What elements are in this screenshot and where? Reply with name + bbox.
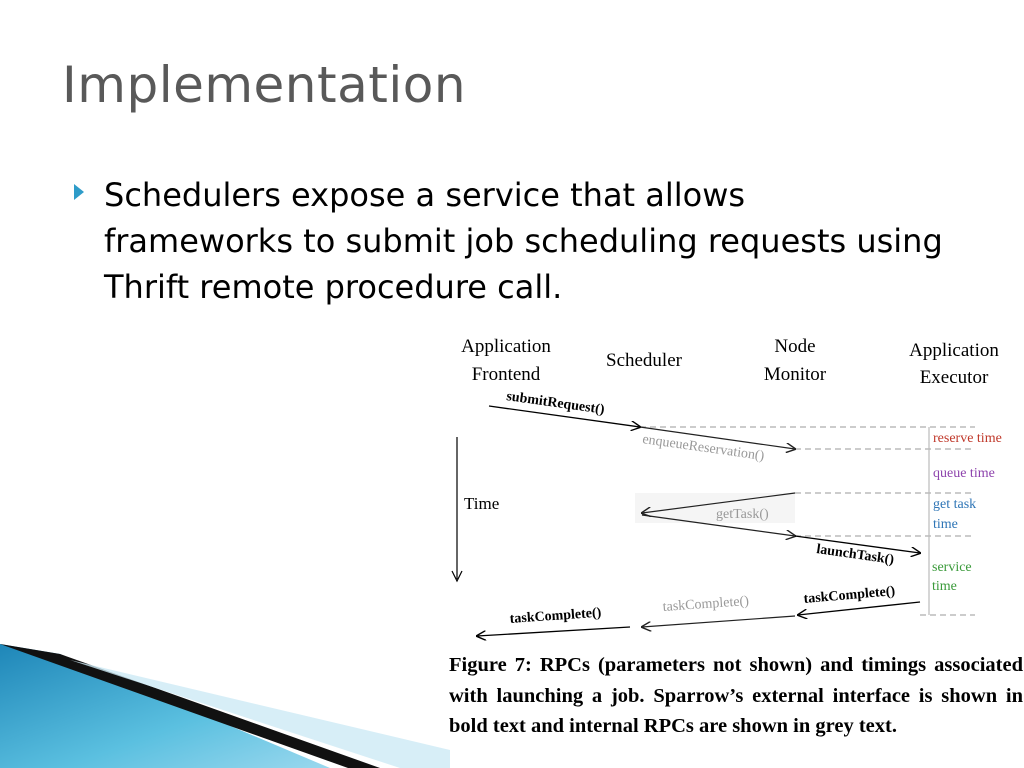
get-task-time-label-line2: time [933,517,958,532]
task-complete-frontend-label: taskComplete() [509,605,602,627]
participant-scheduler: Scheduler [606,350,682,371]
participant-app-executor-line2: Executor [919,367,989,388]
decorative-swoosh [0,640,450,768]
service-time-label-line2: time [932,579,957,594]
participant-node-monitor-line1: Node [774,336,816,357]
participant-app-executor-line1: Application [909,340,999,361]
get-task-time-label-line1: get task [933,497,977,512]
get-task-label: getTask() [716,507,769,522]
participant-app-frontend-line2: Frontend [471,364,541,385]
bullet-arrow-icon [74,184,84,200]
service-time-label-line1: service [932,560,972,575]
time-label: Time [464,494,500,513]
slide-title: Implementation [62,56,467,114]
task-complete-executor-label: taskComplete() [803,584,896,607]
participant-node-monitor-line2: Monitor [763,364,827,385]
task-complete-internal-arrow [642,616,795,627]
task-complete-internal-label: taskComplete() [662,594,750,615]
launch-task-label: launchTask() [815,542,895,568]
get-task-highlight [635,493,795,523]
participant-app-frontend-line1: Application [461,336,551,357]
queue-time-label: queue time [933,466,995,481]
bullet-text: Schedulers expose a service that allows frameworks to submit job scheduling requests using Thrift remote procedure call. [104,176,943,306]
enqueue-reservation-label: enqueueReservation() [641,432,766,465]
rpc-sequence-diagram [430,325,1024,650]
task-complete-frontend-arrow [477,627,630,636]
reserve-time-label: reserve time [933,431,1002,446]
figure-caption: Figure 7: RPCs (parameters not shown) and timings associated with launching a job. Sparrow’s external interface is shown in bold text and internal RPCs are shown in grey text. [449,654,1023,737]
submit-request-label: submitRequest() [505,389,606,418]
